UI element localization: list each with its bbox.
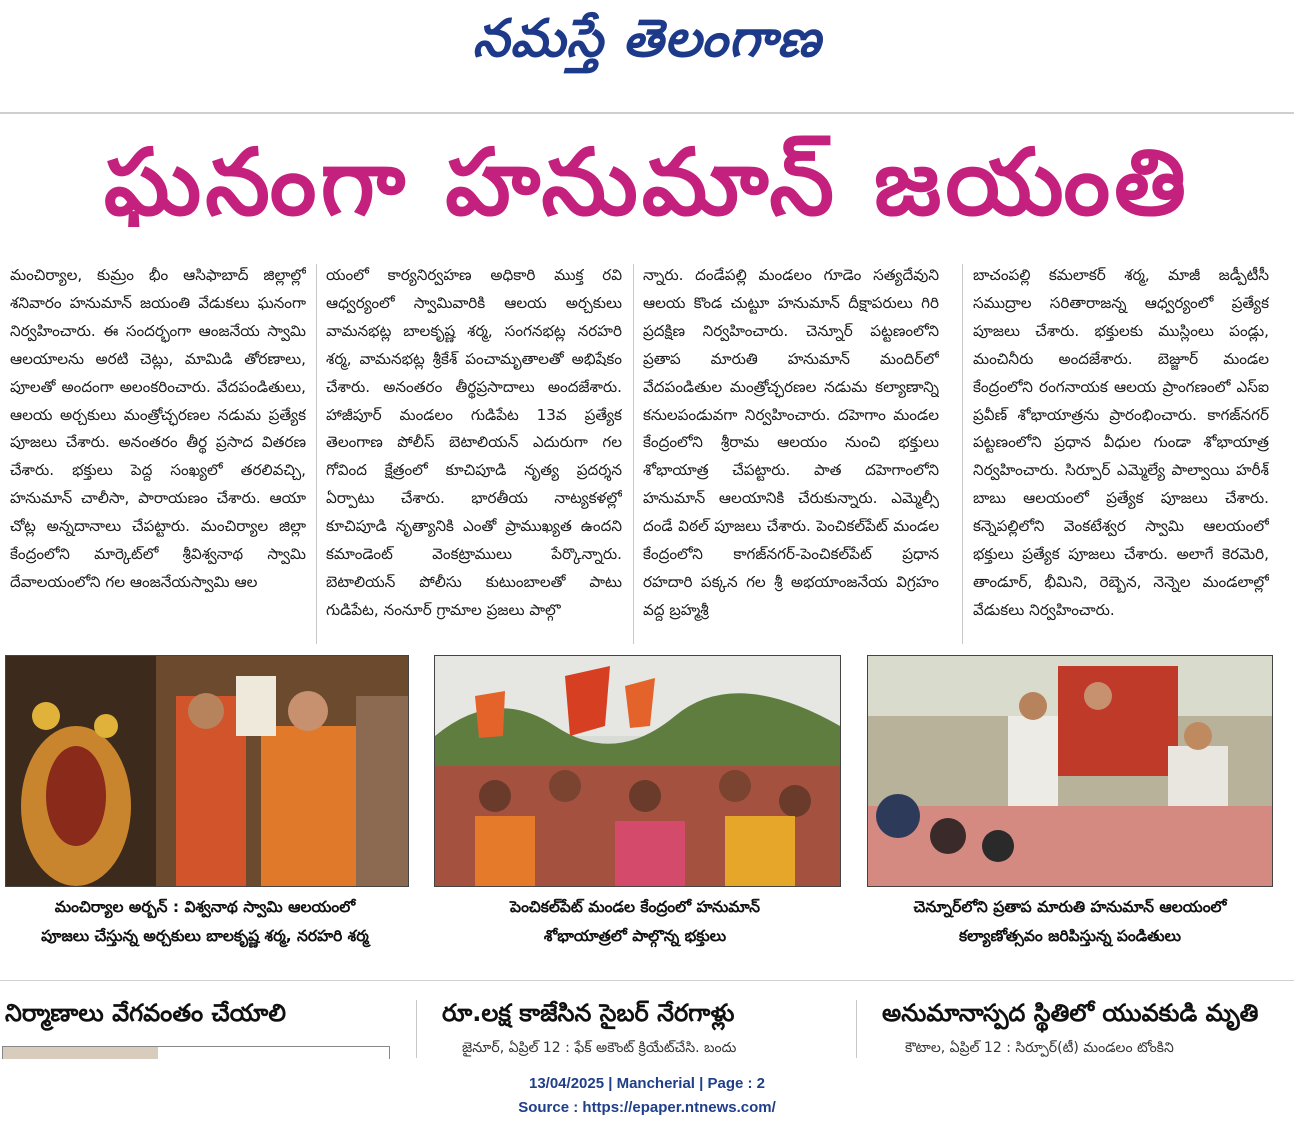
column-divider: [633, 264, 634, 644]
sub-headline-2: రూ.లక్ష కాజేసిన సైబర్ నేరగాళ్లు: [442, 999, 735, 1027]
photo-caption-2: పెంచికల్‌పేట్ మండల కేంద్రంలో హనుమాన్ శోభాయాత్రలో పాల్గొన్న భక్తులు: [510, 898, 760, 945]
article-snippet-3: కౌటాల, ఏప్రిల్ 12 : సిర్పూర్(టీ) మండలం టోంకిని: [905, 1040, 1174, 1056]
newspaper-logo: నమస్తే తెలంగాణ: [472, 8, 822, 69]
page-headline: ఘనంగా హనుమాన్ జయంతి: [103, 129, 1191, 236]
temple-puja-photo: [5, 655, 409, 887]
article-column-1: మంచిర్యాల, కుమ్రం భీం ఆసిఫాబాద్ జిల్లాల్లో శనివారం హనుమాన్ జయంతి వేడుకలు ఘనంగా నిర్వహించారు. ఈ సందర్భంగా ఆంజనేయ స్వామి ఆలయాలను అరటి చెట్లు, మామిడి తోరణాలు, పూలతో అందంగా అలంకరించారు. వేదపండితులు, ఆలయ అర్చకులు మంత్రోచ్ఛరణల నడుమ ప్రత్యేక పూజలు చేశారు. అనంతరం తీర్థ ప్రసాద వితరణ చేశారు. భక్తులు పెద్ద సంఖ్యలో తరలివచ్చి, హనుమాన్ చాలీసా, పారాయణం చేశారు. ఆయా చోట్ల అన్నదానాలు చేపట్టారు. మంచిర్యాల జిల్లా కేంద్రంలోని మార్కెట్‌లో శ్రీవిశ్వనాథ స్వామి దేవాలయంలోని గల ఆంజనేయస్వామి ఆల: [10, 266, 306, 591]
masthead: [0, 0, 1294, 80]
kalyanam-photo: [867, 655, 1273, 887]
column-divider: [416, 1000, 417, 1058]
photo-caption-3: చెన్నూర్‌లోని ప్రతాప మారుతి హనుమాన్ ఆలయంలో కల్యాణోత్సవం జరిపిస్తున్న పండితులు: [913, 898, 1227, 945]
page-footer: [0, 1072, 1294, 1120]
column-divider: [856, 1000, 857, 1058]
sub-headline-1: నిర్మాణాలు వేగవంతం చేయాలి: [5, 999, 286, 1027]
column-divider: [316, 264, 317, 644]
footer-source-link[interactable]: Source : https://epaper.ntnews.com/: [518, 1099, 776, 1116]
footer-date-edition: 13/04/2025 | Mancherial | Page : 2: [528, 1075, 766, 1092]
photo-caption-1: మంచిర్యాల అర్బన్ : విశ్వనాథ స్వామి ఆలయంలో పూజలు చేస్తున్న అర్చకులు బాలకృష్ణ శర్మ, నరహరి శర్మ: [41, 898, 369, 945]
article-snippet-2: జైనూర్, ఏప్రిల్ 12 : ఫేక్ అకౌంట్ క్రియేట్‌చేసి. బందు: [462, 1040, 737, 1056]
section-rule: [0, 980, 1294, 981]
article-thumbnail: [2, 1046, 390, 1059]
procession-photo: [434, 655, 841, 887]
sub-headline-3: అనుమానాస్పద స్థితిలో యువకుడి మృతి: [882, 999, 1259, 1027]
article-column-2: యంలో కార్యనిర్వహణ అధికారి ముక్త రవి ఆధ్వర్యంలో స్వామివారికి ఆలయ అర్చకులు వామనభట్ల బాలకృష్ణ శర్మ, సంగనభట్ల నరహరి శర్మ, వామనభట్ల శ్రీకేశ్ పంచామృతాలతో అభిషేకం చేశారు. అనంతరం తీర్థప్రసాదాలు అందజేశారు. హాజీపూర్ మండలం గుడిపేట 13వ ప్రత్యేక తెలంగాణ పోలీస్ బెటాలియన్ ఎదురుగా గల గోవింద క్షేత్రంలో కూచిపూడి నృత్య ప్రదర్శన ఏర్పాటు చేశారు. భారతీయ నాట్యకళల్లో కూచిపూడి నృత్యానికి ఎంతో ప్రాముఖ్యత ఉందని కమాండెంట్ వెంకట్రాములు పేర్కొన్నారు. బెటాలియన్ పోలీసు కుటుంబాలతో పాటు గుడిపేట, నంనూర్ గ్రామాల ప్రజలు పాల్గొ: [326, 266, 622, 619]
article-column-3: న్నారు. దండేపల్లి మండలం గూడెం సత్యదేవుని ఆలయ కొండ చుట్టూ హనుమాన్ దీక్షాపరులు గిరి ప్రదక్షిణ నిర్వహించారు. చెన్నూర్ పట్టణంలోని ప్రతాప మారుతి హనుమాన్ మందిర్‌లో వేదపండితుల మంత్రోచ్ఛరణల నడుమ కల్యాణాన్ని కనులపండువగా నిర్వహించారు. దహెగాం మండల కేంద్రంలోని శ్రీరామ ఆలయం నుంచి భక్తులు శోభాయాత్ర చేపట్టారు. పాత దహెగాంలోని హనుమాన్ ఆలయానికి చేరుకున్నారు. ఎమ్మెల్సీ దండే విఠల్ పూజలు చేశారు. పెంచికల్‌పేట్ మండల కేంద్రంలోని కాగజ్‌నగర్-పెంచికల్‌పేట్ ప్రధాన రహదారి పక్కన గల శ్రీ అభయాంజనేయ విగ్రహం వద్ద బ్రహ్మశ్రీ: [643, 266, 939, 619]
masthead-rule: [0, 112, 1294, 114]
article-column-4: బాచంపల్లి కమలాకర్ శర్మ, మాజీ జడ్పీటీసీ సముద్రాల సరితారాజన్న ఆధ్వర్యంలో ప్రత్యేక పూజలు చేశారు. భక్తులకు ముస్లింలు పండ్లు, మంచినీరు అందజేశారు. బెజ్జూర్ మండల కేంద్రంలోని రంగనాయక ఆలయ ప్రాంగణంలో ఎస్ఐ ప్రవీణ్ శోభాయాత్రను ప్రారంభించారు. కాగజ్‌నగర్ పట్టణంలోని ప్రధాన వీధుల గుండా శోభాయాత్ర నిర్వహించారు. సిర్పూర్ ఎమ్మెల్యే పాల్వాయి హరీశ్ బాబు ఆలయంలో ప్రత్యేక పూజలు చేశారు. కన్నెపల్లిలోని వెంకటేశ్వర స్వామి ఆలయంలో భక్తులు ప్రత్యేక పూజలు చేశారు. అలాగే కెరమెరి, తాండూర్, భీమిని, రెబ్బెన, నెన్నెల మండలాల్లో వేడుకలు నిర్వహించారు.: [973, 266, 1269, 619]
column-divider: [962, 264, 963, 644]
